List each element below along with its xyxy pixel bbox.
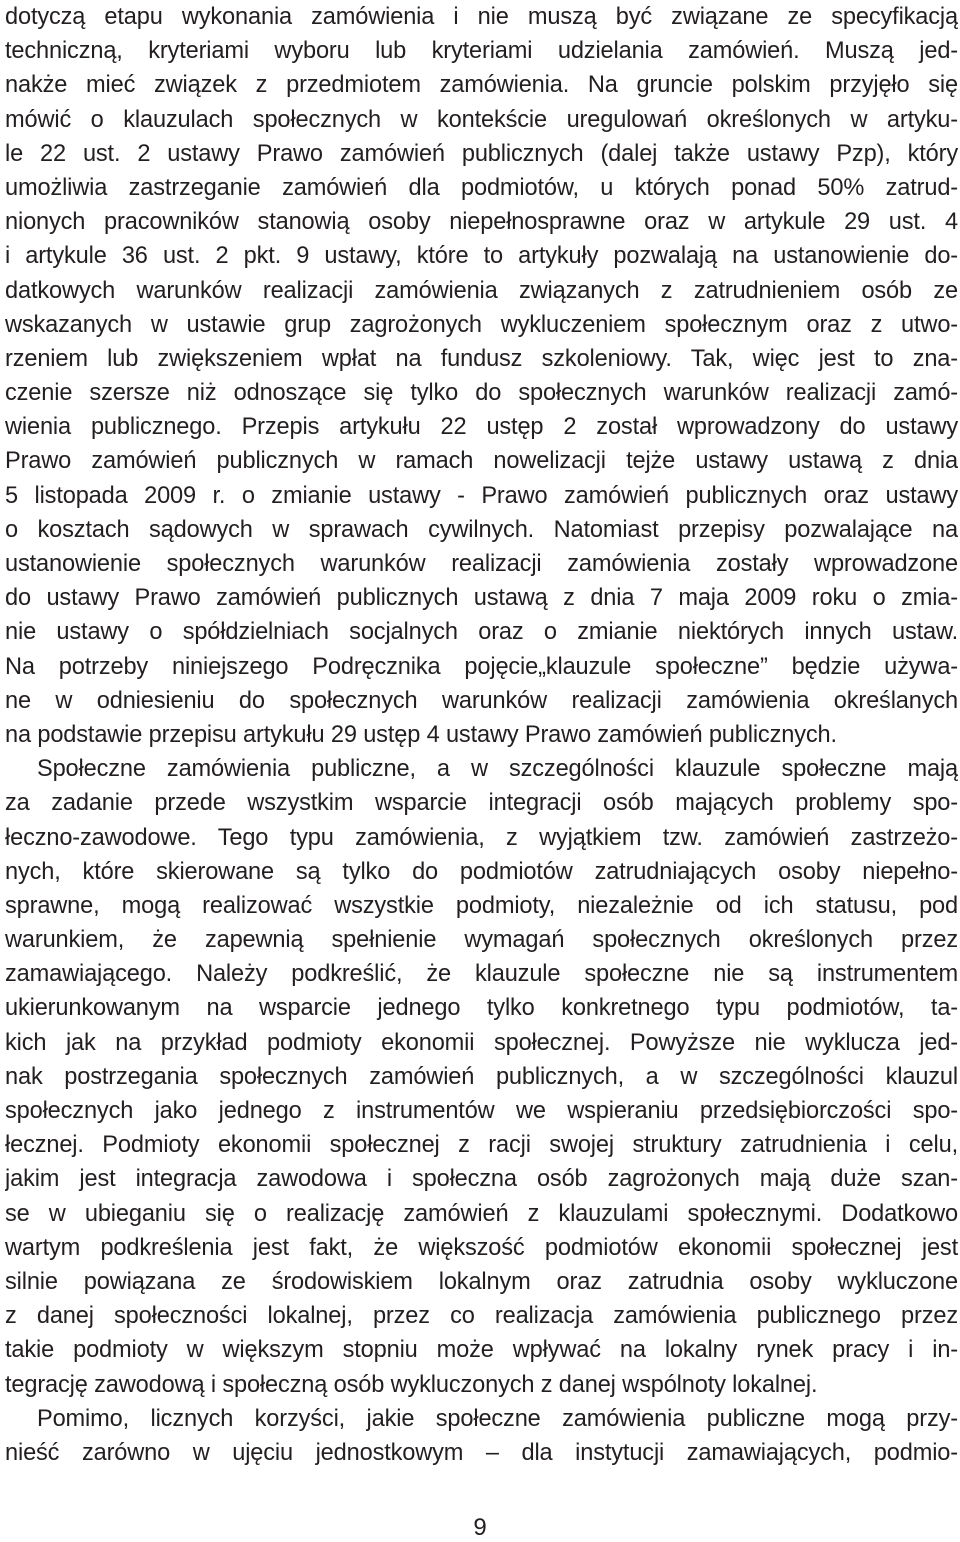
text-line: nak postrzegania społecznych zamówień publicznych, a w szczególności klauzul	[5, 1063, 958, 1090]
text-line: nieść zarówno w ujęciu jednostkowym – dla instytucji zamawiających, podmio-	[5, 1439, 958, 1466]
text-line: se w ubieganiu się o realizację zamówień z klauzulami społecznymi. Dodatkowo	[5, 1200, 958, 1227]
text-line: kich jak na przykład podmioty ekonomii społecznej. Powyższe nie wyklucza jed-	[5, 1029, 958, 1056]
text-line: wienia publicznego. Przepis artykułu 22 ustęp 2 został wprowadzony do ustawy	[5, 414, 958, 441]
text-line: jakim jest integracja zawodowa i społeczna osób zagrożonych mają duże szan-	[5, 1166, 958, 1193]
text-line: Na potrzeby niniejszego Podręcznika pojęcie„klauzule społeczne” będzie używa-	[5, 653, 958, 680]
text-line: rzeniem lub zwiększeniem wpłat na fundusz szkoleniowy. Tak, więc jest to zna-	[5, 345, 958, 372]
text-line: nionych pracowników stanowią osoby niepełnosprawne oraz w artykule 29 ust. 4	[5, 209, 958, 236]
text-line: ukierunkowanym na wsparcie jednego tylko konkretnego typu podmiotów, ta-	[5, 995, 958, 1022]
text-line: dotyczą etapu wykonania zamówienia i nie muszą być związane ze specyfikacją	[5, 4, 958, 30]
text-line: wskazanych w ustawie grup zagrożonych wykluczeniem społecznym oraz z utwo-	[5, 311, 958, 338]
text-line: do ustawy Prawo zamówień publicznych ustawą z dnia 7 maja 2009 roku o zmia-	[5, 585, 958, 612]
text-line: czenie szersze niż odnoszące się tylko do społecznych warunków realizacji zamó-	[5, 380, 958, 407]
text-line: za zadanie przede wszystkim wsparcie integracji osób mających problemy spo-	[5, 790, 958, 817]
text-line: ustanowienie społecznych warunków realizacji zamówienia zostały wprowadzone	[5, 551, 958, 577]
text-line: tegrację zawodową i społeczną osób wykluczonych z danej wspólnoty lokalnej.	[5, 1371, 818, 1398]
text-line: Prawo zamówień publicznych w ramach nowelizacji tejże ustawy ustawą z dnia	[5, 448, 958, 475]
text-line: nakże mieć związek z przedmiotem zamówienia. Na gruncie polskim przyjęło się	[5, 72, 958, 99]
text-line: łecznej. Podmioty ekonomii społecznej z racji swojej struktury zatrudnienia i celu,	[5, 1132, 958, 1159]
text-line: i artykule 36 ust. 2 pkt. 9 ustawy, które to artykuły pozwalają na ustanowienie do-	[5, 243, 958, 270]
page-number: 9	[473, 1514, 487, 1541]
text-line: społecznych jako jednego z instrumentów we wspieraniu przedsiębiorczości spo-	[5, 1098, 958, 1124]
text-line: Społeczne zamówienia publiczne, a w szczególności klauzule społeczne mają	[37, 756, 958, 783]
text-line: umożliwia zastrzeganie zamówień dla podmiotów, u których ponad 50% zatrud-	[5, 174, 958, 201]
text-line: mówić o klauzulach społecznych w kontekście uregulowań określonych w artyku-	[5, 106, 958, 133]
text-line: le 22 ust. 2 ustawy Prawo zamówień publicznych (dalej także ustawy Pzp), który	[5, 140, 958, 167]
text-line: o kosztach sądowych w sprawach cywilnych. Natomiast przepisy pozwalające na	[5, 516, 958, 543]
text-line: silnie powiązana ze środowiskiem lokalnym oraz zatrudnia osoby wykluczone	[5, 1268, 958, 1295]
text-line: 5 listopada 2009 r. o zmianie ustawy - Prawo zamówień publicznych oraz ustawy	[5, 482, 958, 509]
text-line: warunkiem, że zapewnią spełnienie wymagań społecznych określonych przez	[5, 927, 958, 954]
body-text	[5, 0, 958, 1470]
text-line: Pomimo, licznych korzyści, jakie społeczne zamówienia publiczne mogą przy-	[37, 1405, 958, 1432]
text-line: zamawiającego. Należy podkreślić, że klauzule społeczne nie są instrumentem	[5, 961, 958, 988]
text-line: wartym podkreślenia jest fakt, że większość podmiotów ekonomii społecznej jest	[5, 1234, 958, 1261]
text-line: nie ustawy o spółdzielniach socjalnych oraz o zmianie niektórych innych ustaw.	[5, 619, 958, 646]
text-line: takie podmioty w większym stopniu może wpływać na lokalny rynek pracy i in-	[5, 1337, 958, 1364]
text-line: nych, które skierowane są tylko do podmiotów zatrudniających osoby niepełno-	[5, 858, 958, 885]
text-line: ne w odniesieniu do społecznych warunków realizacji zamówienia określanych	[5, 687, 958, 714]
text-line: datkowych warunków realizacji zamówienia związanych z zatrudnieniem osób ze	[5, 277, 958, 304]
text-line: na podstawie przepisu artykułu 29 ustęp 4 ustawy Prawo zamówień publicznych.	[5, 721, 837, 748]
text-line: techniczną, kryteriami wyboru lub kryteriami udzielania zamówień. Muszą jed-	[5, 38, 958, 65]
text-line: sprawne, mogą realizować wszystkie podmioty, niezależnie od ich statusu, pod	[5, 892, 958, 919]
text-line: łeczno-zawodowe. Tego typu zamówienia, z wyjątkiem tzw. zamówień zastrzeżo-	[5, 824, 958, 851]
text-line: z danej społeczności lokalnej, przez co realizacja zamówienia publicznego przez	[5, 1303, 958, 1330]
